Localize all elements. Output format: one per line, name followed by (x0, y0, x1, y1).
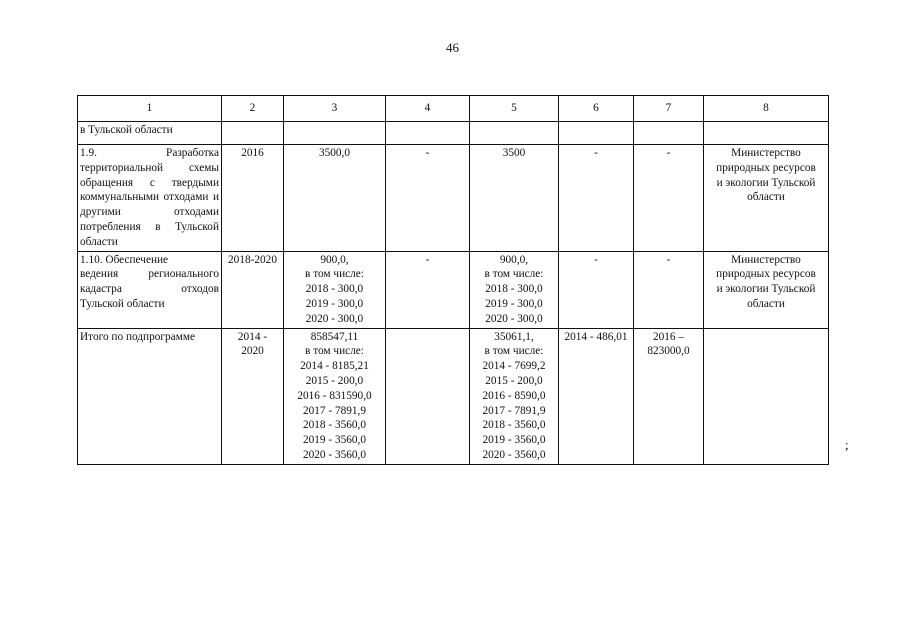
row-name-cell (78, 145, 222, 252)
cell-line: 2014 - 8185,21 (300, 360, 369, 373)
cell-line: 2019 - 300,0 (305, 297, 364, 310)
table-row (78, 328, 829, 464)
cell-line: 2016 - 8590,0 (482, 389, 546, 402)
table-row (78, 251, 829, 328)
cell-line: 858547,11 (310, 330, 359, 343)
cell-line: 2015 - 200,0 (305, 374, 364, 387)
cell-line: - (425, 253, 430, 266)
column-header: 3 (284, 96, 386, 122)
col5-cell (470, 328, 559, 464)
column-header: 7 (634, 96, 704, 122)
cell-line: 2020 - 300,0 (485, 312, 543, 325)
col6-cell (559, 145, 634, 252)
table-row (78, 122, 829, 145)
cell-line: 900,0, (320, 253, 349, 266)
period-cell (222, 122, 284, 145)
executor-cell (704, 251, 829, 328)
cell-line: 2019 - 300,0 (485, 297, 543, 310)
col6-cell (559, 122, 634, 145)
col4-cell (386, 145, 470, 252)
cell-line: Министерство (731, 253, 801, 266)
col5-cell (470, 145, 559, 252)
cell-line: в том числе: (305, 345, 364, 358)
cell-line: 2018 - 300,0 (485, 283, 543, 296)
cell-line: - (425, 147, 430, 159)
cell-line: в том числе: (305, 268, 364, 281)
row-name-line: Тульской области (80, 297, 165, 310)
trailing-semicolon: ; (845, 437, 849, 452)
cell-line: 3500,0 (318, 147, 351, 159)
row-name-text: территориальной схемы обращения с твердыми коммунальными отходами и другими отходами потребления в Тульской области (80, 161, 219, 248)
cell-line: 2018 - 3560,0 (482, 419, 546, 432)
column-header-row (78, 96, 829, 122)
col4-cell (386, 328, 470, 464)
cell-line: и экологии Тульской (716, 283, 816, 296)
col6-cell (559, 328, 634, 464)
cell-line: Министерство (731, 147, 801, 159)
cell-line: 2014 - (237, 330, 268, 343)
table-row (78, 145, 829, 252)
cell-line: 3500 (502, 147, 526, 159)
cell-line: 2016 - 831590,0 (297, 389, 372, 402)
cell-line: 35061,1, (494, 330, 534, 343)
cell-line: 2020 - 3560,0 (302, 448, 367, 461)
col7-cell (634, 328, 704, 464)
budget-table (77, 95, 829, 465)
cell-line: природных ресурсов (716, 161, 816, 174)
cell-line: - (594, 147, 598, 159)
cell-line: природных ресурсов (716, 268, 816, 281)
cell-line: 2017 - 7891,9 (302, 404, 367, 417)
executor-cell (704, 328, 829, 464)
cell-line: в том числе: (484, 345, 544, 358)
column-header: 6 (559, 96, 634, 122)
row-name-cell (78, 122, 222, 145)
cell-line: и экологии Тульской (716, 176, 816, 189)
row-name-line: кадастра отходов (80, 283, 219, 296)
page-number: 46 (446, 40, 459, 55)
cell-line: 2016 – (652, 330, 685, 343)
cell-line: - (666, 253, 671, 266)
period-cell (222, 251, 284, 328)
total-cell (284, 328, 386, 464)
cell-line: 2014 - 486,01 (564, 330, 628, 343)
cell-line: - (666, 147, 671, 159)
cell-line: 2018 - 300,0 (305, 283, 364, 296)
row-name-line: 1.10. Обеспечение (80, 253, 169, 266)
cell-line: 900,0, (499, 253, 529, 266)
col7-cell (634, 145, 704, 252)
cell-line: области (747, 297, 785, 310)
cell-line: области (747, 191, 785, 204)
total-cell (284, 122, 386, 145)
column-header: 1 (78, 96, 222, 122)
column-header: 8 (704, 96, 829, 122)
period-cell (222, 145, 284, 252)
row-name-cell (78, 251, 222, 328)
column-header: 4 (386, 96, 470, 122)
total-cell (284, 145, 386, 252)
cell-line: 2017 - 7891,9 (482, 404, 546, 417)
total-cell (284, 251, 386, 328)
period-cell (222, 328, 284, 464)
cell-line: 823000,0 (647, 345, 690, 358)
col7-cell (634, 251, 704, 328)
cell-line: 2019 - 3560,0 (482, 434, 546, 447)
col4-cell (386, 122, 470, 145)
cell-line: - (594, 253, 598, 266)
col5-cell (470, 251, 559, 328)
row-name-line: 1.9. Разработка (80, 147, 219, 159)
executor-cell (704, 122, 829, 145)
cell-line: 2015 - 200,0 (485, 374, 543, 387)
cell-line: 2020 - 300,0 (305, 312, 364, 325)
row-name-line: ведения регионального (80, 268, 219, 281)
cell-line: 2018-2020 (228, 253, 277, 266)
col4-cell (386, 251, 470, 328)
cell-line: 2020 (241, 345, 264, 358)
cell-line: Итого по подпрограмме (80, 330, 196, 343)
cell-line: в том числе: (484, 268, 544, 281)
cell-line: в Тульской области (80, 124, 173, 136)
cell-line: 2014 - 7699,2 (482, 360, 546, 373)
row-name-cell (78, 328, 222, 464)
col6-cell (559, 251, 634, 328)
col7-cell (634, 122, 704, 145)
executor-cell (704, 145, 829, 252)
col5-cell (470, 122, 559, 145)
column-header: 2 (222, 96, 284, 122)
cell-line: 2018 - 3560,0 (302, 419, 367, 432)
cell-line: 2016 (241, 147, 264, 159)
cell-line: 2019 - 3560,0 (302, 434, 367, 447)
column-header: 5 (470, 96, 559, 122)
cell-line: 2020 - 3560,0 (482, 448, 546, 461)
